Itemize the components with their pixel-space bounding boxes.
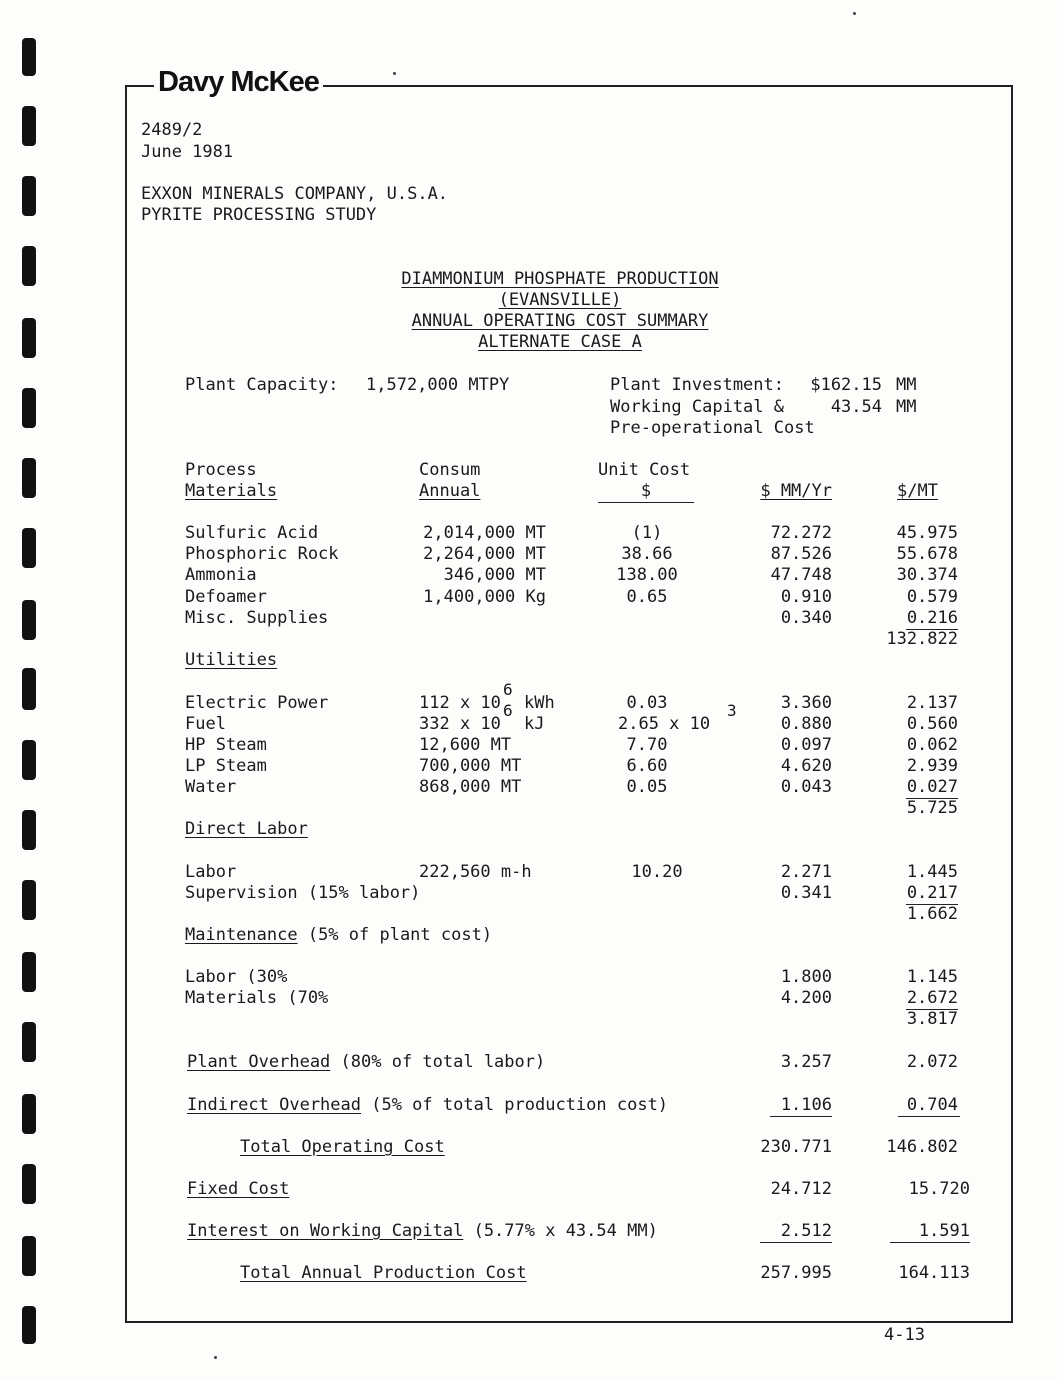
maintenance-note: (5% of plant cost) (297, 925, 493, 945)
utility-mm-yr: 0.043 (780, 777, 832, 797)
total-annual-production-cost-mm-yr: 257.995 (760, 1263, 832, 1283)
utility-unit-cost: 6.60 (626, 756, 668, 776)
plant-investment-unit: MM (896, 375, 917, 395)
plant-overhead-per-mt: 2.072 (906, 1052, 958, 1072)
utility-consum: 700,000 MT (419, 756, 522, 776)
col-header-process: Process (185, 460, 257, 480)
unit-cost-underline (598, 502, 694, 503)
labor-mm-yr: 0.341 (780, 883, 832, 903)
labor-unit-cost: 10.20 (631, 862, 683, 882)
material-name: Ammonia (185, 565, 257, 585)
material-mm-yr: 47.748 (770, 565, 832, 585)
utility-consum: 332 x 10 (419, 714, 501, 734)
utility-name: Fuel (185, 714, 226, 734)
material-consum: 2,264,000 MT (423, 544, 546, 564)
labor-per-mt: 0.217 (906, 883, 958, 903)
scan-speck (853, 12, 856, 15)
utility-consum-unit: kJ (524, 714, 545, 734)
total-operating-cost-mm-yr: 230.771 (760, 1137, 832, 1157)
title-line-1: DIAMMONIUM PHOSPHATE PRODUCTION (401, 269, 719, 289)
title-line-2: (EVANSVILLE) (498, 290, 622, 310)
interest-note: (5.77% x 43.54 MM) (463, 1221, 658, 1241)
interest-label: Interest on Working Capital (187, 1221, 464, 1241)
working-capital-label: Working Capital & (610, 397, 784, 417)
material-per-mt: 45.975 (896, 523, 958, 543)
utility-unit-cost: 0.03 (626, 693, 668, 713)
utility-mm-yr: 0.880 (780, 714, 832, 734)
utility-consum-exponent: 6 (503, 680, 513, 699)
labor-subtotal: 1.662 (906, 904, 958, 924)
material-per-mt: 0.579 (906, 587, 958, 607)
material-name: Phosphoric Rock (185, 544, 339, 564)
total-rule (770, 1116, 832, 1117)
fixed-cost-mm-yr: 24.712 (770, 1179, 832, 1199)
material-per-mt: 0.216 (906, 608, 958, 628)
total-rule (890, 1242, 970, 1243)
utility-per-mt: 2.939 (906, 756, 958, 776)
utility-per-mt: 2.137 (906, 693, 958, 713)
total-annual-production-cost-per-mt: 164.113 (898, 1263, 970, 1283)
utility-consum: 868,000 MT (419, 777, 522, 797)
labor-per-mt: 1.445 (906, 862, 958, 882)
col-header-annual: Annual (419, 481, 481, 501)
col-header-unit-cost: Unit Cost (598, 460, 691, 480)
company-logo: Davy McKee (154, 66, 323, 99)
material-per-mt: 55.678 (896, 544, 958, 564)
labor-consum: 222,560 m-h (419, 862, 532, 882)
page-number: 4-13 (884, 1325, 925, 1345)
maintenance-heading-row (185, 925, 492, 945)
maintenance-subtotal: 3.817 (906, 1009, 958, 1029)
utility-per-mt: 0.027 (906, 777, 958, 797)
plant-investment-value: $162.15 (810, 375, 882, 395)
utilities-subtotal: 5.725 (906, 798, 958, 818)
title-line-3: ANNUAL OPERATING COST SUMMARY (411, 311, 709, 331)
total-rule (760, 1242, 832, 1243)
total-operating-cost-per-mt: 146.802 (886, 1137, 958, 1157)
labor-mm-yr: 2.271 (780, 862, 832, 882)
material-unit-cost: 38.66 (621, 544, 673, 564)
col-header-dollar: $ (640, 481, 652, 501)
plant-overhead-note: (80% of total labor) (330, 1052, 546, 1072)
material-consum: 346,000 MT (443, 565, 546, 585)
material-mm-yr: 72.272 (770, 523, 832, 543)
client-company: EXXON MINERALS COMPANY, U.S.A. (141, 184, 449, 204)
indirect-overhead-per-mt: 0.704 (906, 1095, 958, 1115)
col-header-materials: Materials (185, 481, 278, 501)
plant-overhead-mm-yr: 3.257 (780, 1052, 832, 1072)
col-header-consum: Consum (419, 460, 481, 480)
utilities-heading: Utilities (185, 650, 278, 670)
maintenance-per-mt: 2.672 (906, 988, 958, 1008)
materials-subtotal: 132.822 (886, 629, 958, 649)
labor-name: Labor (185, 862, 237, 882)
scan-speck (393, 72, 396, 75)
plant-overhead-row (187, 1052, 545, 1072)
utility-per-mt: 0.062 (906, 735, 958, 755)
utility-unit-cost: 7.70 (626, 735, 668, 755)
direct-labor-heading: Direct Labor (185, 819, 308, 839)
utility-consum-exponent: 6 (503, 701, 513, 720)
indirect-overhead-label: Indirect Overhead (187, 1095, 361, 1115)
working-capital-unit: MM (896, 397, 917, 417)
interest-mm-yr: 2.512 (780, 1221, 832, 1241)
material-unit-cost: 0.65 (626, 587, 668, 607)
fixed-cost-per-mt: 15.720 (908, 1179, 970, 1199)
col-header-mm-yr: $ MM/Yr (760, 481, 832, 501)
material-consum: 2,014,000 MT (423, 523, 546, 543)
fixed-cost-label: Fixed Cost (187, 1179, 290, 1199)
indirect-overhead-note: (5% of total production cost) (361, 1095, 669, 1115)
material-mm-yr: 0.910 (780, 587, 832, 607)
plant-capacity-value: 1,572,000 MTPY (366, 375, 510, 395)
interest-per-mt: 1.591 (918, 1221, 970, 1241)
col-header-per-mt: $/MT (897, 481, 938, 501)
maintenance-heading: Maintenance (185, 925, 298, 945)
maintenance-name: Labor (30% (185, 967, 288, 987)
plant-investment-label: Plant Investment: (610, 375, 784, 395)
utility-mm-yr: 3.360 (780, 693, 832, 713)
document-number: 2489/2 (141, 120, 203, 140)
utility-unit-exponent: 3 (727, 701, 737, 720)
maintenance-per-mt: 1.145 (906, 967, 958, 987)
material-mm-yr: 0.340 (780, 608, 832, 628)
total-annual-production-cost-label: Total Annual Production Cost (240, 1263, 527, 1283)
utility-name: Electric Power (185, 693, 329, 713)
utility-per-mt: 0.560 (906, 714, 958, 734)
utility-unit-cost: 2.65 x 10 (618, 714, 711, 734)
interest-row (187, 1221, 658, 1241)
utility-name: LP Steam (185, 756, 267, 776)
maintenance-mm-yr: 4.200 (780, 988, 832, 1008)
utility-consum-unit: kWh (524, 693, 555, 713)
maintenance-mm-yr: 1.800 (780, 967, 832, 987)
utility-name: HP Steam (185, 735, 267, 755)
total-rule (898, 1116, 960, 1117)
utility-consum: 112 x 10 (419, 693, 501, 713)
indirect-overhead-mm-yr: 1.106 (780, 1095, 832, 1115)
material-name: Defoamer (185, 587, 267, 607)
utility-name: Water (185, 777, 237, 797)
material-name: Misc. Supplies (185, 608, 329, 628)
title-line-4: ALTERNATE CASE A (478, 332, 642, 352)
labor-name: Supervision (15% labor) (185, 883, 421, 903)
maintenance-name: Materials (70% (185, 988, 329, 1008)
study-name: PYRITE PROCESSING STUDY (141, 205, 377, 225)
utility-mm-yr: 4.620 (780, 756, 832, 776)
material-consum: 1,400,000 Kg (423, 587, 546, 607)
material-name: Sulfuric Acid (185, 523, 319, 543)
indirect-overhead-row (187, 1095, 668, 1115)
document-date: June 1981 (141, 142, 234, 162)
working-capital-value: 43.54 (830, 397, 882, 417)
utility-mm-yr: 0.097 (780, 735, 832, 755)
utility-consum: 12,600 MT (419, 735, 512, 755)
plant-capacity-label: Plant Capacity: (185, 375, 339, 395)
material-unit-cost: (1) (631, 523, 663, 543)
total-operating-cost-label: Total Operating Cost (240, 1137, 445, 1157)
plant-overhead-label: Plant Overhead (187, 1052, 331, 1072)
material-mm-yr: 87.526 (770, 544, 832, 564)
utility-unit-cost: 0.05 (626, 777, 668, 797)
scan-speck (214, 1356, 217, 1359)
material-per-mt: 30.374 (896, 565, 958, 585)
preoperational-label: Pre-operational Cost (610, 418, 815, 438)
material-unit-cost: 138.00 (616, 565, 678, 585)
